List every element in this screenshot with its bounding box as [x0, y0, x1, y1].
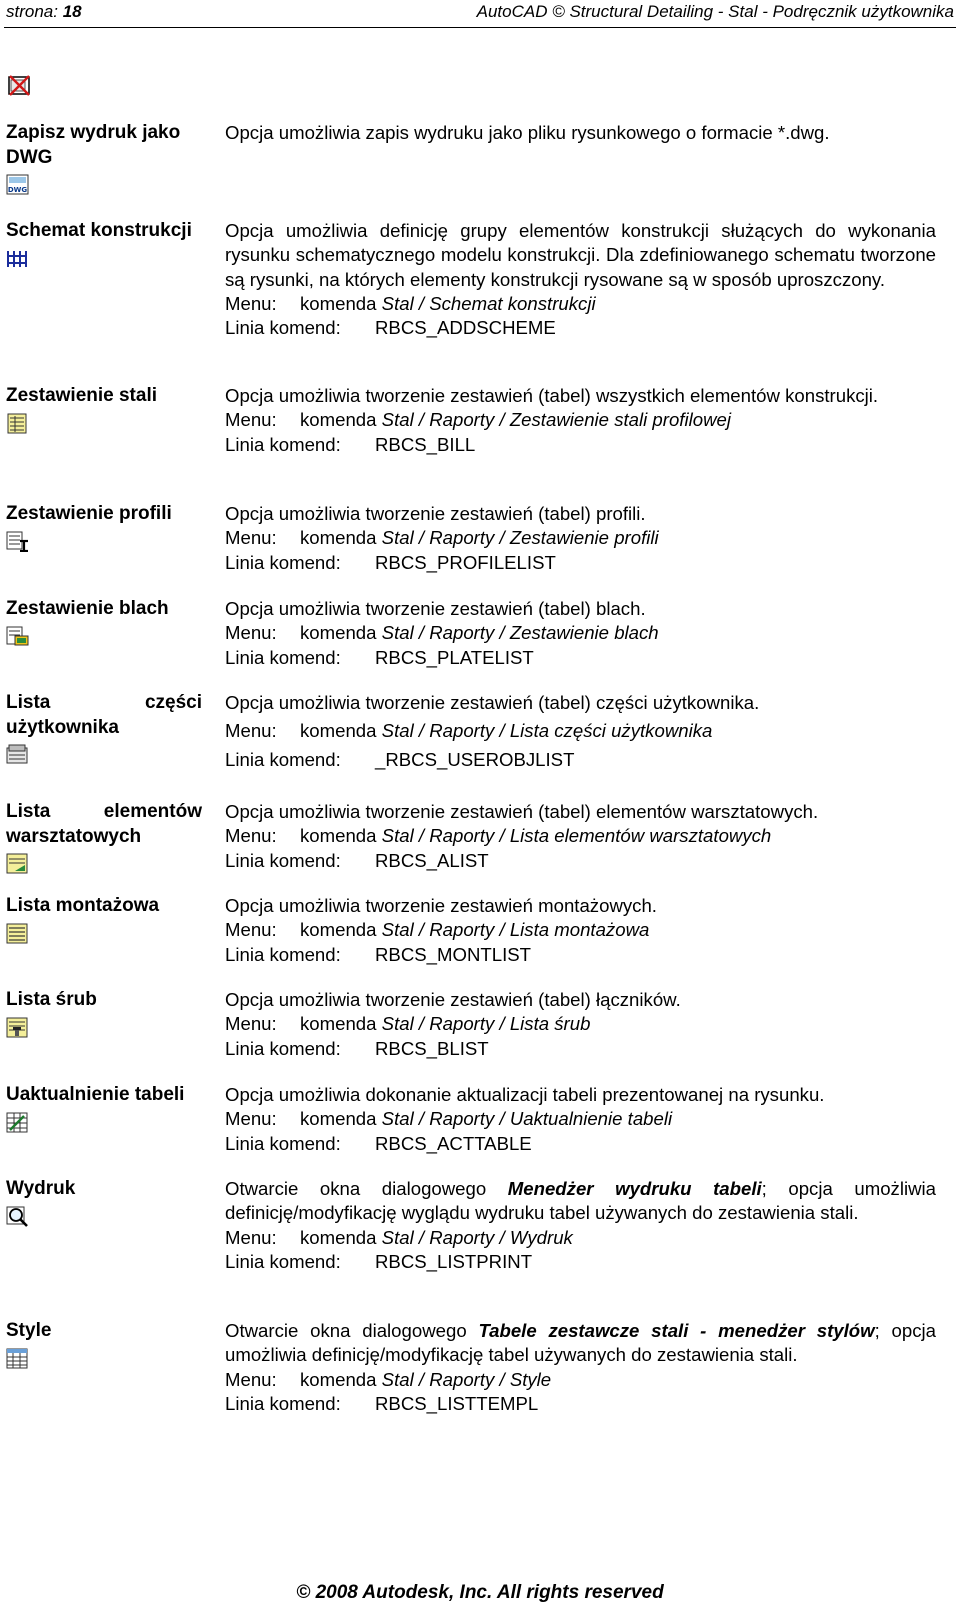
entry-description: Opcja umożliwia dokonanie aktualizacji tabeli prezentowanej na rysunku.: [225, 1084, 825, 1105]
entry-title: Zestawienie blach: [6, 598, 169, 619]
page-number: 18: [62, 2, 82, 21]
command-line: Linia komend: RBCS_PLATELIST: [225, 646, 534, 668]
plate-list-icon[interactable]: [6, 626, 29, 647]
menu-path-line: Menu: komenda Stal / Raporty / Lista elementów warsztatowych: [225, 825, 772, 847]
profile-list-icon[interactable]: [6, 531, 29, 552]
entry-title: Schemat konstrukcji: [6, 220, 192, 241]
menu-path: Stal / Raporty / Wydruk: [381, 1226, 573, 1248]
menu-path: Stal / Raporty / Lista śrub: [381, 1013, 591, 1035]
svg-text:DWG: DWG: [7, 186, 28, 194]
entry-title: Lista montażowa: [6, 895, 160, 916]
menu-path: Stal / Raporty / Style: [381, 1368, 552, 1390]
user-parts-icon[interactable]: [6, 744, 29, 765]
page-number-label: [6, 2, 82, 22]
command-line: Linia komend: RBCS_LISTTEMPL: [225, 1392, 539, 1414]
entry-description: Opcja umożliwia tworzenie zestawień montażowych.: [225, 895, 657, 916]
menu-path-line: Menu: komenda Stal / Raporty / Uaktualnienie tabeli: [225, 1108, 673, 1130]
command-line: Linia komend: RBCS_PROFILELIST: [225, 551, 556, 573]
page-header: [6, 0, 954, 24]
entry-title: Lista śrub: [6, 989, 97, 1010]
menu-path: Stal / Raporty / Lista montażowa: [381, 919, 650, 941]
dialog-name: Tabele zestawcze stali - menedżer stylów: [478, 1320, 875, 1341]
menu-path-line: Menu: komenda Stal / Raporty / Style: [225, 1368, 552, 1390]
entry-description: Opcja umożliwia tworzenie zestawień (tabel) wszystkich elementów konstrukcji.: [225, 385, 879, 406]
entry-description: Otwarcie okna dialogowego Menedżer wydruku tabeli; opcja umożliwia definicję/modyfikację wyglądu wydruku tabel używanych do zestawienia stali.: [225, 1178, 937, 1224]
style-icon[interactable]: [6, 1348, 29, 1369]
command-name: RBCS_LISTPRINT: [375, 1250, 533, 1272]
command-name: RBCS_PLATELIST: [375, 646, 534, 668]
command-line: Linia komend: RBCS_ADDSCHEME: [225, 317, 556, 339]
entry-title: Style: [6, 1320, 52, 1341]
entry-title: Lista elementów warsztatowych: [6, 801, 202, 847]
assembly-list-icon[interactable]: [6, 923, 29, 944]
menu-path-line: Menu: komenda Stal / Raporty / Wydruk: [225, 1226, 573, 1248]
command-name: RBCS_MONTLIST: [375, 943, 532, 965]
menu-path-line: Menu: komenda Stal / Raporty / Zestawienie profili: [225, 527, 659, 549]
entry-title: Lista części użytkownika: [6, 692, 202, 738]
entry-description: Opcja umożliwia tworzenie zestawień (tabel) blach.: [225, 598, 646, 619]
entry-description: Opcja umożliwia tworzenie zestawień (tabel) łączników.: [225, 989, 681, 1010]
command-name: RBCS_BILL: [375, 433, 476, 455]
dialog-name: Menedżer wydruku tabeli: [507, 1178, 762, 1199]
command-name: RBCS_LISTTEMPL: [375, 1392, 539, 1414]
print-preview-icon[interactable]: [6, 1206, 29, 1227]
command-name: _RBCS_USEROBJLIST: [375, 748, 575, 770]
command-name: RBCS_BLIST: [375, 1037, 489, 1059]
command-line: Linia komend: RBCS_LISTPRINT: [225, 1250, 533, 1272]
menu-path: Stal / Raporty / Zestawienie stali profilowej: [381, 409, 731, 431]
menu-path-line: Menu: komenda Stal / Raporty / Lista części użytkownika: [225, 720, 713, 742]
entry-title: Uaktualnienie tabeli: [6, 1084, 185, 1105]
entry-description: Opcja umożliwia definicję grupy elementów konstrukcji służących do wykonania rysunku schematycznego modelu konstrukcji. Dla zdefiniowanego schematu tworzone są rysunki, na których elementy konstrukcji rysowane są w sposób uproszczony.: [225, 220, 936, 290]
scheme-icon[interactable]: [6, 248, 29, 269]
entry-description: Opcja umożliwia tworzenie zestawień (tabel) elementów warsztatowych.: [225, 801, 819, 822]
entry-title: Wydruk: [6, 1178, 76, 1199]
menu-path-line: Menu: komenda Stal / Raporty / Zestawienie blach: [225, 622, 659, 644]
header-divider: [4, 27, 956, 28]
command-line: Linia komend: RBCS_BILL: [225, 433, 476, 455]
menu-path: Stal / Schemat konstrukcji: [381, 292, 596, 314]
page-prefix: strona:: [6, 2, 58, 21]
command-line: Linia komend: RBCS_ACTTABLE: [225, 1132, 532, 1154]
entry-description: Opcja umożliwia zapis wydruku jako pliku rysunkowego o formacie *.dwg.: [225, 122, 830, 143]
command-line: Linia komend: RBCS_BLIST: [225, 1037, 489, 1059]
entry-description: Otwarcie okna dialogowego Tabele zestawcze stali - menedżer stylów; opcja umożliwia definicję/modyfikację tabel używanych do zestawienia stali.: [225, 1320, 937, 1366]
menu-path-line: Menu: komenda Stal / Schemat konstrukcji: [225, 292, 596, 314]
menu-path: Stal / Raporty / Uaktualnienie tabeli: [381, 1108, 673, 1130]
menu-path: Stal / Raporty / Lista elementów warsztatowych: [381, 825, 772, 847]
menu-path: Stal / Raporty / Zestawienie profili: [381, 527, 659, 549]
command-name: RBCS_ALIST: [375, 849, 489, 871]
bolt-list-icon[interactable]: [6, 1017, 29, 1038]
entry-title: Zestawienie stali: [6, 385, 158, 406]
steel-list-icon[interactable]: [6, 413, 29, 434]
command-name: RBCS_ACTTABLE: [375, 1132, 532, 1154]
entry-description: Opcja umożliwia tworzenie zestawień (tabel) części użytkownika.: [225, 692, 760, 713]
document-title: AutoCAD © Structural Detailing - Stal - Podręcznik użytkownika: [476, 2, 954, 21]
menu-path-line: Menu: komenda Stal / Raporty / Zestawienie stali profilowej: [225, 409, 731, 431]
entry-title: Zestawienie profili: [6, 503, 172, 524]
command-line: Linia komend: _RBCS_USEROBJLIST: [225, 748, 575, 770]
command-line: Linia komend: RBCS_ALIST: [225, 849, 489, 871]
menu-path: Stal / Raporty / Zestawienie blach: [381, 622, 659, 644]
menu-path-line: Menu: komenda Stal / Raporty / Lista montażowa: [225, 919, 650, 941]
workshop-list-icon[interactable]: [6, 853, 29, 874]
command-line: Linia komend: RBCS_MONTLIST: [225, 943, 532, 965]
entry-title: Zapisz wydruk jako DWG: [6, 122, 181, 168]
command-name: RBCS_PROFILELIST: [375, 551, 556, 573]
table-update-icon[interactable]: [6, 1112, 29, 1133]
entry-description: Opcja umożliwia tworzenie zestawień (tabel) profili.: [225, 503, 646, 524]
print-cancel-icon: [8, 74, 31, 97]
copyright-footer: © 2008 Autodesk, Inc. All rights reserved: [296, 1582, 664, 1603]
menu-path: Stal / Raporty / Lista części użytkownika: [381, 720, 713, 742]
dwg-icon[interactable]: [6, 174, 29, 195]
menu-path-line: Menu: komenda Stal / Raporty / Lista śrub: [225, 1013, 591, 1035]
command-name: RBCS_ADDSCHEME: [375, 317, 556, 339]
